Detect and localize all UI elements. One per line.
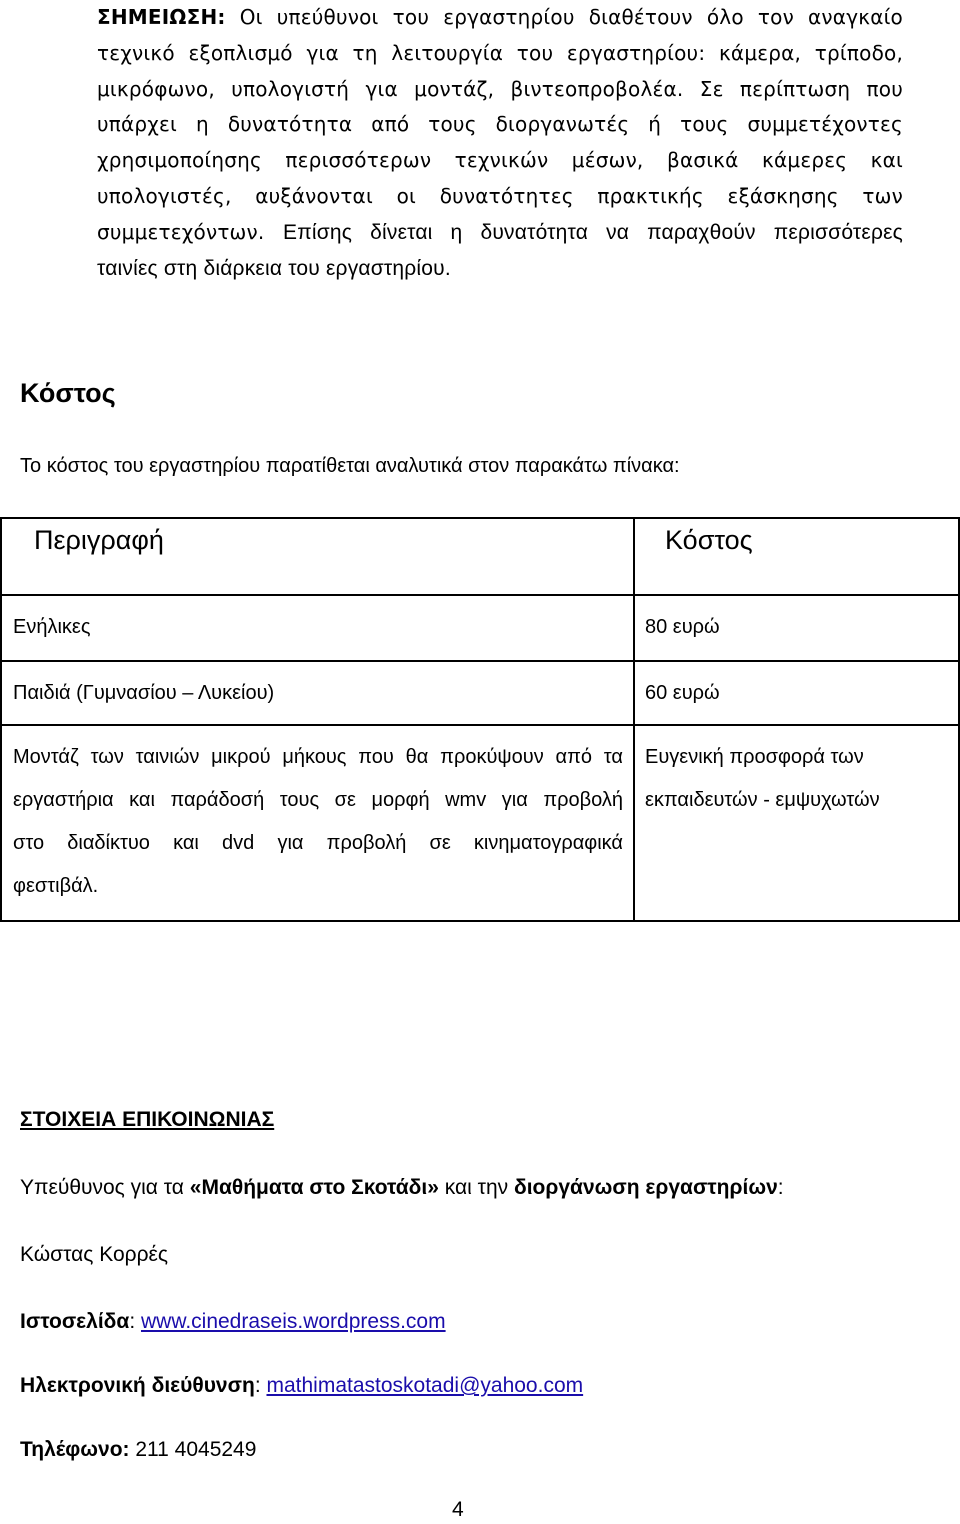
organization: διοργάνωση εργαστηρίων <box>513 1176 778 1199</box>
table-header-row <box>1 518 959 595</box>
note-paragraph <box>97 0 903 286</box>
cost-table <box>0 517 960 922</box>
cost-heading: Κόστος <box>20 378 116 408</box>
note-line-2: τεχνικό εξοπλισμό για τη λειτουργία του εργαστηρίου: κάμερα, τρίποδο, <box>97 40 903 65</box>
note-label: ΣΗΜΕΙΩΣΗ: <box>97 5 226 29</box>
description-cell <box>1 595 634 661</box>
cost-cell <box>634 725 959 921</box>
description-cell <box>1 725 634 921</box>
email-link[interactable]: mathimatastoskotadi@yahoo.com <box>266 1374 584 1397</box>
phone-number: 211 4045249 <box>129 1438 257 1461</box>
website-line: Ιστοσελίδα: www.cinedraseis.wordpress.com <box>20 1310 446 1333</box>
description-cell <box>1 661 634 725</box>
website-label: Ιστοσελίδα <box>20 1310 130 1333</box>
cost-intro: Το κόστος του εργαστηρίου παρατίθεται αναλυτικά στον παρακάτω πίνακα: <box>20 455 680 477</box>
phone-line <box>20 1438 256 1462</box>
email-label: Ηλεκτρονική διεύθυνση <box>20 1374 255 1397</box>
responsible-line: Υπεύθυνος για τα «Μαθήματα στο Σκοτάδι» και την διοργάνωση εργαστηρίων: <box>20 1176 784 1199</box>
note-line-7: συμμετεχόντων. Επίσης δίνεται η δυνατότητα να παραχθούν περισσότερες <box>97 219 903 244</box>
person-name: Κώστας Κορρές <box>20 1243 169 1266</box>
note-line-1: ΣΗΜΕΙΩΣΗ: Οι υπεύθυνοι του εργαστηρίου διαθέτουν όλο τον αναγκαίο <box>97 5 903 29</box>
note-line-4: υπάρχει η δυνατότητα από τους διοργανωτές ή τους συμμετέχοντες <box>97 112 903 137</box>
table-row <box>1 661 959 725</box>
note-line-5: χρησιμοποίησης περισσότερων τεχνικών μέσων, βασικά κάμερες και <box>97 148 903 173</box>
table-row <box>1 595 959 661</box>
header-cost-cell <box>634 518 959 595</box>
table-row <box>1 725 959 921</box>
header-cost: Κόστος <box>665 525 753 555</box>
phone-label: Τηλέφωνο: <box>20 1438 130 1461</box>
course-name: «Μαθήματα στο Σκοτάδι» <box>189 1176 439 1199</box>
contacts-title: ΣΤΟΙΧΕΙΑ ΕΠΙΚΟΙΝΩΝΙΑΣ <box>20 1108 275 1131</box>
cost-text: 60 ευρώ <box>645 682 720 704</box>
cost-cell <box>634 661 959 725</box>
email-line: Ηλεκτρονική διεύθυνση: mathimatastoskotadi@yahoo.com <box>20 1374 584 1397</box>
note-line-6: υπολογιστές, αυξάνονται οι δυνατότητες πρακτικής εξάσκησης των <box>97 183 903 208</box>
description-text: Μοντάζ των ταινιών μικρού μήκους που θα προκύψουν από τα εργαστήρια και παράδοσή τους σε μορφή wmv για προβολή στο διαδίκτυο και dvd για προβολή σε κινηματογραφικά φεστιβάλ. <box>13 746 623 897</box>
website-link[interactable]: www.cinedraseis.wordpress.com <box>140 1310 446 1333</box>
note-line-3: μικρόφωνο, υπολογιστή για μοντάζ, βιντεοπροβολέα. Σε περίπτωση που <box>97 76 903 101</box>
cost-text: Ευγενική προσφορά των εκπαιδευτών - εμψυχωτών <box>645 746 880 811</box>
header-description-cell <box>1 518 634 595</box>
description-text: Παιδιά (Γυμνασίου – Λυκείου) <box>13 682 275 704</box>
description-text: Ενήλικες <box>13 616 91 638</box>
note-line-8: ταινίες στη διάρκεια του εργαστηρίου. <box>97 256 451 280</box>
header-description: Περιγραφή <box>34 525 164 555</box>
page-number: 4 <box>452 1498 464 1521</box>
cost-cell <box>634 595 959 661</box>
cost-text: 80 ευρώ <box>645 616 720 638</box>
